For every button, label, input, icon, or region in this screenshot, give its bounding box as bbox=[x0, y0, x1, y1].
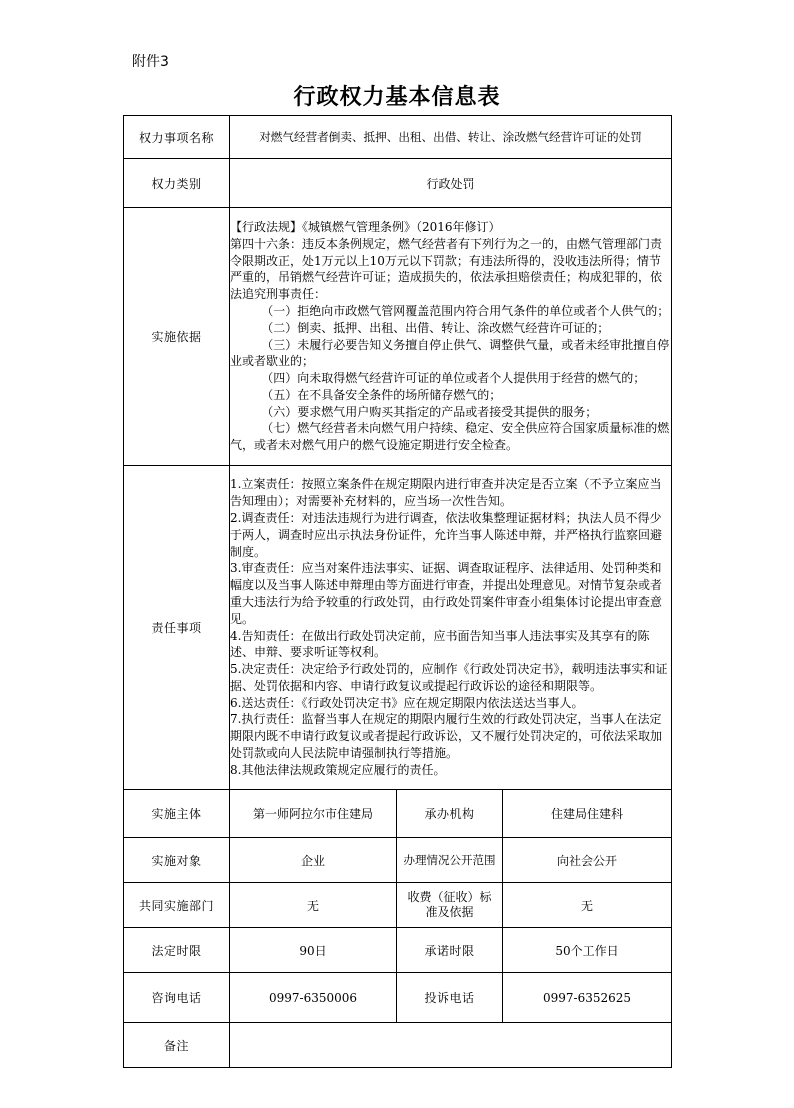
consult-phone-value: 0997-6350006 bbox=[230, 973, 397, 1023]
row-subject bbox=[124, 790, 672, 838]
responsibility-item-1: 1.立案责任：按照立案条件在规定期限内进行审查并决定是否立案（不予立案应当告知理由）；对需要补充材料的，应当场一次性告知。 bbox=[230, 477, 662, 509]
row-responsibility bbox=[124, 466, 672, 790]
fee-standard-label: 收费（征收）标准及依据 bbox=[397, 883, 503, 928]
power-name-value: 对燃气经营者倒卖、抵押、出租、出借、转让、涂改燃气经营许可证的处罚 bbox=[230, 116, 672, 159]
complaint-phone-value: 0997-6352625 bbox=[503, 973, 672, 1023]
responsibility-item-7: 7.执行责任：监督当事人在规定的期限内履行生效的行政处罚决定，当事人在法定期限内既不申请行政复议或者提起行政诉讼，又不履行处罚决定的，可依法采取加处罚款或向人民法院申请强制执行等措施。 bbox=[230, 712, 663, 761]
basis-item-2: （二）倒卖、抵押、出租、出借、转让、涂改燃气经营许可证的； bbox=[261, 320, 610, 335]
basis-law-title: 【行政法规】《城镇燃气管理条例》（2016年修订） bbox=[230, 219, 501, 234]
basis-item-1: （一）拒绝向市政燃气管网覆盖范围内符合用气条件的单位或者个人供气的； bbox=[261, 303, 670, 318]
info-table bbox=[123, 115, 672, 1068]
target-label: 实施对象 bbox=[124, 838, 230, 883]
attachment-label: 附件3 bbox=[132, 54, 169, 70]
fee-standard-value: 无 bbox=[503, 883, 672, 928]
target-value: 企业 bbox=[230, 838, 397, 883]
basis-label: 实施依据 bbox=[124, 208, 230, 466]
row-target bbox=[124, 838, 672, 883]
row-phone bbox=[124, 973, 672, 1023]
responsibility-item-4: 4.告知责任：在做出行政处罚决定前，应书面告知当事人违法事实及其享有的陈述、申辩、要求听证等权利。 bbox=[230, 628, 650, 660]
basis-item-6: （六）要求燃气用户购买其指定的产品或者接受其提供的服务； bbox=[261, 404, 598, 419]
basis-item-7: （七）燃气经营者未向燃气用户持续、稳定、安全供应符合国家质量标准的燃气，或者未对燃气用户的燃气设施定期进行安全检查。 bbox=[230, 421, 670, 453]
row-basis bbox=[124, 208, 672, 466]
disclosure-scope-value: 向社会公开 bbox=[503, 838, 672, 883]
basis-item-5: （五）在不具备安全条件的场所储存燃气的； bbox=[261, 387, 502, 402]
agency-value: 住建局住建科 bbox=[503, 790, 672, 838]
responsibility-item-3: 3.审查责任：应当对案件违法事实、证据、调查取证程序、法律适用、处罚种类和幅度以及当事人陈述申辩理由等方面进行审查，并提出处理意见。对情节复杂或者重大违法行为给予较重的行政处罚，由行政处罚案件审查小组集体讨论提出审查意见。 bbox=[230, 561, 663, 626]
responsibility-item-5: 5.决定责任：决定给予行政处罚的，应制作《行政处罚决定书》，载明违法事实和证据、处罚依据和内容、申请行政复议或提起行政诉讼的途径和期限等。 bbox=[230, 662, 668, 693]
joint-dept-value: 无 bbox=[230, 883, 397, 928]
power-name-label: 权力事项名称 bbox=[124, 116, 230, 159]
consult-phone-label: 咨询电话 bbox=[124, 973, 230, 1023]
joint-dept-label: 共同实施部门 bbox=[124, 883, 230, 928]
page-title: 行政权力基本信息表 bbox=[293, 85, 501, 110]
remarks-value bbox=[230, 1023, 672, 1068]
subject-value: 第一师阿拉尔市住建局 bbox=[230, 790, 397, 838]
remarks-label: 备注 bbox=[124, 1023, 230, 1068]
complaint-phone-label: 投诉电话 bbox=[397, 973, 503, 1023]
legal-time-value: 90日 bbox=[230, 928, 397, 973]
row-remarks bbox=[124, 1023, 672, 1068]
promised-time-label: 承诺时限 bbox=[397, 928, 503, 973]
basis-article: 第四十六条：违反本条例规定，燃气经营者有下列行为之一的，由燃气管理部门责令限期改正，处1万元以上10万元以下罚款；有违法所得的，没收违法所得；情节严重的，吊销燃气经营许可证；造成损失的，依法承担赔偿责任；构成犯罪的，依法追究刑事责任： bbox=[230, 236, 663, 302]
responsibility-label: 责任事项 bbox=[124, 466, 230, 790]
responsibility-item-6: 6.送达责任：《行政处罚决定书》应在规定期限内依法送达当事人。 bbox=[230, 695, 584, 710]
basis-content bbox=[230, 208, 672, 466]
row-joint bbox=[124, 883, 672, 928]
basis-item-3: （三）未履行必要告知义务擅自停止供气、调整供气量，或者未经审批擅自停业或者歇业的； bbox=[230, 337, 670, 369]
legal-time-label: 法定时限 bbox=[124, 928, 230, 973]
responsibility-content bbox=[230, 466, 672, 790]
row-category bbox=[124, 159, 672, 208]
responsibility-item-2: 2.调查责任：对违法违规行为进行调查，依法收集整理证据材料；执法人员不得少于两人，调查时应出示执法身份证件，允许当事人陈述申辩，并严格执行监察回避制度。 bbox=[230, 510, 663, 559]
agency-label: 承办机构 bbox=[397, 790, 503, 838]
basis-item-4: （四）向未取得燃气经营许可证的单位或者个人提供用于经营的燃气的； bbox=[261, 371, 646, 386]
subject-label: 实施主体 bbox=[124, 790, 230, 838]
disclosure-scope-label: 办理情况公开范围 bbox=[397, 838, 503, 883]
responsibility-item-8: 8.其他法律法规政策规定应履行的责任。 bbox=[230, 762, 446, 777]
promised-time-value: 50个工作日 bbox=[503, 928, 672, 973]
row-time-limit bbox=[124, 928, 672, 973]
category-label: 权力类别 bbox=[124, 159, 230, 208]
row-power-name bbox=[124, 116, 672, 159]
category-value: 行政处罚 bbox=[230, 159, 672, 208]
